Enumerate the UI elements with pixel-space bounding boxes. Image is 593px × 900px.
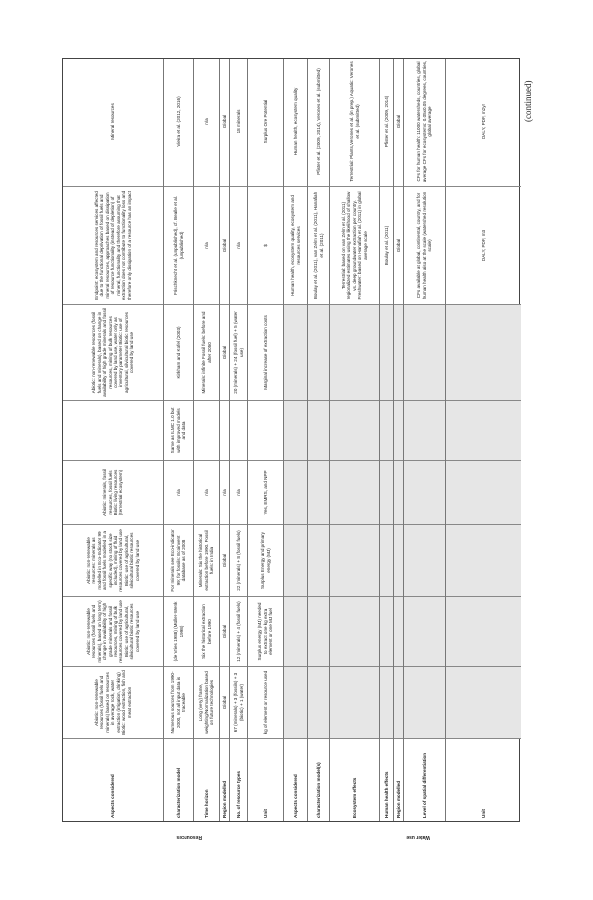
- table-cell: Kirkham and Kofel (2003): [164, 305, 193, 401]
- table-cell: CFs for human health: 11000 watersheds, countries, global average CFs for ecosystems: 0.05x0.05 degrees, countries, global average: [404, 57, 445, 187]
- table-cell: Global: [220, 305, 229, 401]
- table-cell: [330, 525, 379, 597]
- table-cell: Mineral resources: [63, 57, 163, 187]
- table-cell: [308, 597, 329, 667]
- table-cell: Abiotic: non-renewable resources (fossil fuels and minerals) based on resources in average rock, water extraction (irrigation, drinking) Biotic: wood extraction, fish and meat extraction: [63, 667, 163, 739]
- table-cell: Terrestrial: based on van Zelm et al. (2011) regionalized estimates using the likelihood of shallow vs. deep groundwater extraction per country. Freshwater: based on Hanafiah et al. (2011) in global average scale: [330, 187, 379, 305]
- table-cell: Abiotic: non-renewable resources: minerals as modelled in Eco-Indicator 99 and fossil fuels modelled in a specific way (no stock size included), mining of fluid resources covered by land use Biotic: use of agricultural, silvicultural biotic resources covered by land use: [63, 525, 163, 597]
- table-cell: [380, 525, 393, 597]
- table-cell: n/a: [220, 461, 229, 525]
- table-cell: Surplus energy (MJ) needed to extract one kg extra element or one MJ fuel: [248, 597, 283, 667]
- table-cell: Six the historical extraction before 1990: [194, 597, 219, 667]
- table-cell: [394, 305, 403, 401]
- table-row: [193, 59, 219, 821]
- table-row: [229, 59, 247, 821]
- table-cell: [308, 525, 329, 597]
- table-cell: DALY, PDF, m2yr: [446, 57, 521, 187]
- table-cell: [380, 461, 393, 525]
- table-row: [445, 59, 521, 821]
- table-row: [403, 59, 445, 821]
- table-row: [63, 59, 163, 821]
- table-cell: [330, 305, 379, 401]
- table-cell: Human health, ecosystem quality, ecosystem and resources services: [284, 187, 307, 305]
- table-cell: [284, 597, 307, 667]
- table-cell: Same as ILMC 1.0 but with improved models and data: [164, 401, 193, 461]
- row-label: Aspects considered: [110, 774, 116, 818]
- table-cell: Surplus Ore Potential: [248, 57, 283, 187]
- table-cell: Global: [220, 57, 229, 187]
- table-cell: Global: [220, 597, 229, 667]
- continued-note: (continued): [523, 80, 533, 122]
- table-cell: 67 (minerals) + 3 (fossils) + 3 (biotic) + 1 (water): [230, 667, 247, 739]
- table-cell: [308, 305, 329, 401]
- table-cell: [284, 667, 307, 739]
- table-cell: [394, 597, 403, 667]
- table-cell: Terrestrial: Plants,Verones et al. (in prep.) Aquatic: Verones et al. (submitted): [330, 57, 379, 187]
- table-cell: Long (very) frame, weighting/Normalization based on future technologies: [194, 667, 219, 739]
- table-cell: [194, 401, 219, 461]
- table-cell: [284, 461, 307, 525]
- table-cell: Vieira et al. (2012, 2016): [164, 57, 193, 187]
- table-cell: [230, 401, 247, 461]
- table-cell: [394, 401, 403, 461]
- table-cell: [330, 667, 379, 739]
- table-cell: [404, 305, 445, 401]
- table-cell: [308, 461, 329, 525]
- table-cell: Global: [220, 525, 229, 597]
- table-cell: n/a: [194, 187, 219, 305]
- table-row: [307, 59, 329, 821]
- table-cell: [284, 305, 307, 401]
- table-cell: Global: [394, 57, 403, 187]
- table-cell: [220, 401, 229, 461]
- table-cell: [380, 305, 393, 401]
- row-label: Ecosystem effects: [351, 777, 357, 818]
- row-label: characterization model: [175, 767, 181, 818]
- table-cell: [284, 525, 307, 597]
- table-cell: DALY, PDF, m3: [446, 187, 521, 305]
- table-cell: n/a: [230, 187, 247, 305]
- row-label: Region modelled: [221, 780, 227, 818]
- table-cell: Pfister et al. (2009, 2014), Verones et al. (submitted): [308, 57, 329, 187]
- table-cell: Marginal increase of extraction costs: [248, 305, 283, 401]
- row-label: No. of resource types: [235, 771, 241, 818]
- table-cell: [63, 401, 163, 461]
- table-cell: Global: [394, 187, 403, 305]
- table-cell: Boulay et al. (2011), van Zelm et al. (2011), Hanafiah et al. (2011): [308, 187, 329, 305]
- table-cell: [446, 667, 521, 739]
- table-cell: [404, 597, 445, 667]
- table-cell: Abiotic: non-renewable resources (fossil fuels and minerals), based on long term) change in availability of high grade minerals and fossil resources, mining of bulk resources covered by land use Biotic: use of agricultural, silvicultural biotic resources covered by land use: [63, 597, 163, 667]
- table-cell: Abiotic: minerals, fossil resources, fossil fuels Biotic: living resources (terrestrial ecosystem): [63, 461, 163, 525]
- row-label: characterization model(s): [315, 762, 321, 818]
- table-cell: [380, 401, 393, 461]
- table-cell: For minerals see Eco-indicator 99; for fossils: Ecoinvent database as of 2008: [164, 525, 193, 597]
- table-row: [247, 59, 283, 821]
- row-label: Aspects considered: [292, 774, 298, 818]
- table-cell: [404, 525, 445, 597]
- table-cell: [394, 461, 403, 525]
- table-cell: n/a: [164, 461, 193, 525]
- table-cell: 22 (minerals) + 8 (fossil fuels): [230, 525, 247, 597]
- table-cell: Yes, EMRS, and NPP: [248, 461, 283, 525]
- table-cell: Frischknecht et al. (unpublished), cf. Bealle et al. (unpublished): [164, 187, 193, 305]
- table-cell: n/a: [194, 57, 219, 187]
- table-cell: 20 (minerals) + 24 (fossil fuel) + 5 (water use): [230, 305, 247, 401]
- table-cell: [446, 305, 521, 401]
- row-label: Time horizon: [203, 789, 209, 818]
- table-cell: [308, 667, 329, 739]
- table-cell: Surplus Energy and primary energy (MJ): [248, 525, 283, 597]
- table-cell: [446, 401, 521, 461]
- table-cell: [394, 525, 403, 597]
- section-label-resources: Resources: [176, 834, 203, 840]
- table-cell: [446, 461, 521, 525]
- table-cell: Pfister et al. (2009, 2014): [380, 57, 393, 187]
- table-cell: Numerous sources from 1990-2000, not all input data is traceable: [164, 667, 193, 739]
- table-cell: [404, 461, 445, 525]
- table-cell: [446, 597, 521, 667]
- table-cell: [330, 461, 379, 525]
- table-cell: [404, 667, 445, 739]
- table-cell: [308, 401, 329, 461]
- table-row: [329, 59, 379, 821]
- table-cell: (de Vries 1988) (Müller-Wenk 1998): [164, 597, 193, 667]
- table-row: [219, 59, 229, 821]
- row-label: Unit: [262, 809, 268, 818]
- section-label-water-use: Water use: [406, 834, 431, 840]
- table-cell: kg of element or resource used: [248, 667, 283, 739]
- table-cell: [394, 667, 403, 739]
- table-cell: [380, 597, 393, 667]
- table-cell: Minerals: infinite Fossil fuels: before and after 2050: [194, 305, 219, 401]
- table-cell: n/a: [230, 461, 247, 525]
- table-cell: n/a: [194, 461, 219, 525]
- table-cell: [380, 667, 393, 739]
- table-cell: Global: [220, 667, 229, 739]
- row-label: Level of spatial differentiation: [421, 752, 427, 818]
- table-cell: 12 (minerals) + 4 (fossil fuels): [230, 597, 247, 667]
- table-cell: [248, 401, 283, 461]
- table-cell: CFs available at global, continental, country, and for human health also at the scale (watershed resolution scale): [404, 187, 445, 305]
- row-label: Region modelled: [395, 780, 401, 818]
- table-cell: [330, 401, 379, 461]
- table-cell: $: [248, 187, 283, 305]
- table-cell: Endpoint: ecosystem and resources services affected due to the functional deprivation of fossil fuels and mineral resources, approaches based on dissipation of resource functionality (instead of depletion) of mineral, functionality and therefore assuming that extraction does not contribute to functionality loss and therefore only dissipation of a resource has an impact: [63, 187, 163, 305]
- table-row: [379, 59, 393, 821]
- table-cell: Global: [220, 187, 229, 305]
- table-cell: [404, 401, 445, 461]
- table-cell: 18 minerals: [230, 57, 247, 187]
- row-label: Human health effects: [383, 771, 389, 818]
- row-label: Unit: [480, 809, 486, 818]
- table-cell: Human health, ecosystem quality: [284, 57, 307, 187]
- table-row: [393, 59, 403, 821]
- table-cell: [446, 525, 521, 597]
- table-row: [283, 59, 307, 821]
- table-cell: Abiotic: non-renewable resources (fossil fuels and minerals), based on change in availability of high grade minerals and fossil resources, mining of bulk resources covered by land use, water only as inventory parameter Biotic: use of agricultural, silvicultural biotic resources covered by land use: [63, 305, 163, 401]
- table-cell: [330, 597, 379, 667]
- table-row: [163, 59, 193, 821]
- impact-methods-table: [62, 58, 520, 822]
- table-cell: Boulay et al. (2011): [380, 187, 393, 305]
- table-cell: Minerals: Six the historical extraction before 1990. Fossil fuels: in India: [194, 525, 219, 597]
- table-cell: [284, 401, 307, 461]
